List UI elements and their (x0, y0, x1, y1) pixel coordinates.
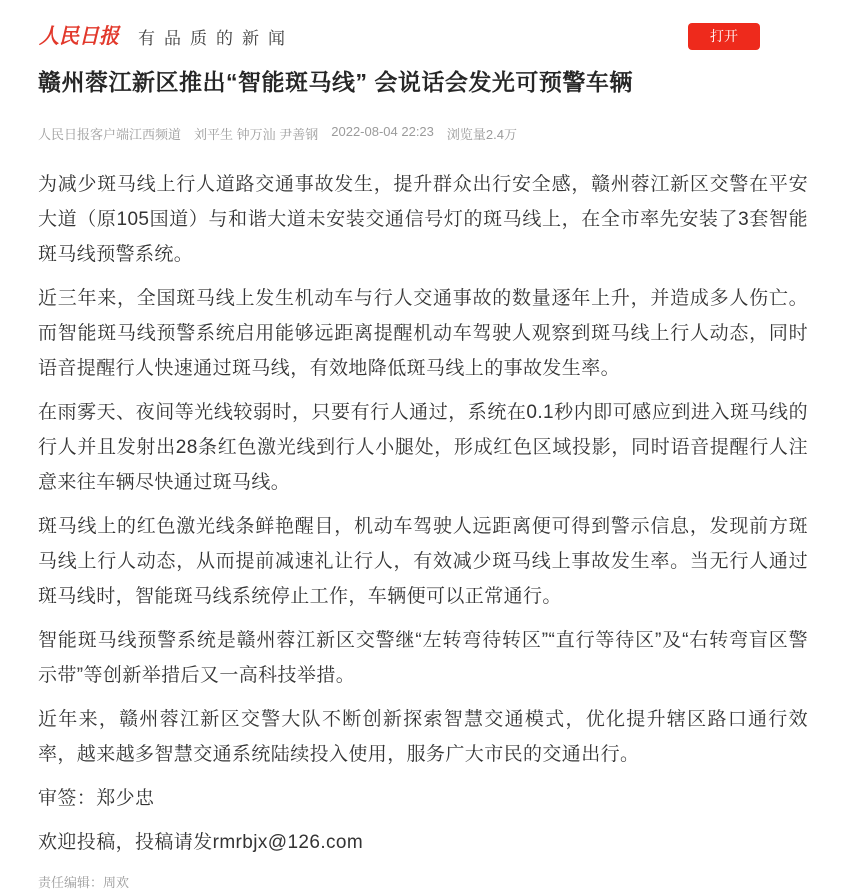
byline-authors: 刘平生 钟万汕 尹善钢 (194, 127, 319, 142)
article-paragraph: 近三年来，全国斑马线上发生机动车与行人交通事故的数量逐年上升，并造成多人伤亡。而智能斑马线预警系统启用能够远距离提醒机动车驾驶人观察到斑马线上行人动态，同时语音提醒行人快速通过斑马线，有效地降低斑马线上的事故发生率。 (38, 288, 808, 379)
article-body (38, 167, 808, 860)
signoff-line: 审签：郑少忠 (38, 788, 155, 809)
header-tagline: 有品质的新闻 (138, 28, 294, 48)
submission-contact-line: 欢迎投稿，投稿请发rmrbjx@126.com (38, 832, 364, 853)
peoples-daily-logo[interactable] (38, 18, 122, 55)
byline (38, 124, 808, 143)
peoples-daily-logo-image (38, 18, 122, 50)
byline-source: 人民日报客户端江西频道 (38, 127, 182, 142)
article-paragraph: 近年来，赣州蓉江新区交警大队不断创新探索智慧交通模式，优化提升辖区路口通行效率，越来越多智慧交通系统陆续投入使用，服务广大市民的交通出行。 (38, 709, 808, 765)
article-paragraph: 在雨雾天、夜间等光线较弱时，只要有行人通过，系统在0.1秒内即可感应到进入斑马线的行人并且发射出28条红色激光线到行人小腿处，形成红色区域投影，同时语音提醒行人注意来往车辆尽快通过斑马线。 (38, 402, 808, 493)
article-paragraph: 智能斑马线预警系统是赣州蓉江新区交警继“左转弯待转区”“直行等待区”及“右转弯盲区警示带”等创新举措后又一高科技举措。 (38, 630, 808, 686)
header (38, 20, 808, 52)
article-title: 赣州蓉江新区推出“智能斑马线” 会说话会发光可预警车辆 (38, 69, 633, 95)
byline-view-count: 浏览量2.4万 (446, 127, 517, 142)
article-paragraph: 斑马线上的红色激光线条鲜艳醒目，机动车驾驶人远距离便可得到警示信息，发现前方斑马线上行人动态，从而提前减速礼让行人，有效减少斑马线上事故发生率。当无行人通过斑马线时，智能斑马线系统停止工作，车辆便可以正常通行。 (38, 516, 808, 607)
article-paragraph: 为减少斑马线上行人道路交通事故发生，提升群众出行安全感，赣州蓉江新区交警在平安大道（原105国道）与和谐大道未安装交通信号灯的斑马线上，在全市率先安装了3套智能斑马线预警系统。 (38, 174, 808, 265)
byline-datetime: 2022-08-04 22:23 (331, 124, 434, 139)
open-app-button[interactable]: 打开 (688, 23, 760, 50)
editor-credit: 责任编辑：周欢 (38, 875, 130, 890)
logo-text: 人民日报 (38, 22, 122, 48)
